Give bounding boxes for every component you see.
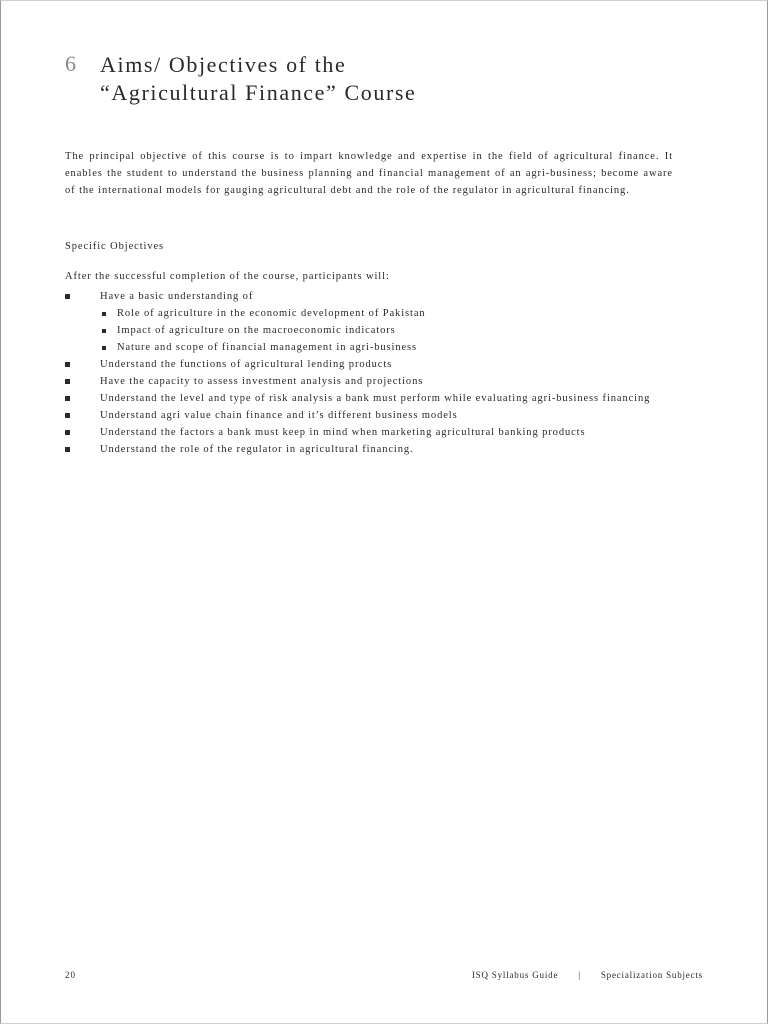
square-bullet-icon [65, 362, 70, 367]
footer-guide-title: ISQ Syllabus Guide [471, 970, 559, 980]
square-bullet-icon [65, 396, 70, 401]
objective-text: Understand the role of the regulator in agricultural financing. [100, 444, 414, 455]
square-bullet-icon [65, 379, 70, 384]
objective-item [65, 390, 673, 407]
objective-item [65, 288, 673, 356]
objective-text: Understand the functions of agricultural lending products [100, 359, 393, 370]
sub-objective-item [100, 305, 673, 322]
square-bullet-icon [65, 413, 70, 418]
square-bullet-icon [65, 447, 70, 452]
small-square-bullet-icon [102, 346, 106, 350]
section-title-line-1: Aims/ Objectives of the [100, 52, 347, 77]
section-title [100, 51, 416, 107]
sub-objective-text: Impact of agriculture on the macroeconomic indicators [117, 325, 396, 336]
objective-text: Have the capacity to assess investment analysis and projections [100, 376, 424, 387]
square-bullet-icon [65, 294, 70, 299]
sub-objective-item [100, 322, 673, 339]
objective-text: Understand the level and type of risk analysis a bank must perform while evaluating agri-business financing [100, 393, 651, 404]
running-footer [472, 970, 703, 980]
sub-objective-text: Role of agriculture in the economic development of Pakistan [117, 308, 426, 319]
intro-paragraph: The principal objective of this course is to impart knowledge and expertise in the field of agricultural finance. It enables the student to understand the business planning and financial management of an agri-business; become aware of the international models for gauging agricultural debt and the role of the regulator in agricultural financing. [65, 151, 673, 196]
objective-text: Understand the factors a bank must keep in mind when marketing agricultural banking products [100, 427, 586, 438]
footer-separator: | [578, 970, 581, 980]
small-square-bullet-icon [102, 312, 106, 316]
objectives-list [65, 288, 673, 458]
section-number: 6 [65, 51, 77, 76]
objective-item [65, 373, 673, 390]
sub-objective-text: Nature and scope of financial management in agri-business [117, 342, 418, 353]
objective-sub-list [100, 305, 673, 356]
objective-item [65, 424, 673, 441]
objective-item [65, 407, 673, 424]
section-title-line-2: “Agricultural Finance” Course [100, 80, 417, 105]
small-square-bullet-icon [102, 329, 106, 333]
square-bullet-icon [65, 430, 70, 435]
specific-objectives-heading: Specific Objectives [65, 241, 165, 252]
lead-in-text: After the successful completion of the course, participants will: [65, 271, 390, 282]
objective-item [65, 441, 673, 458]
objective-text: Have a basic understanding of [100, 291, 254, 302]
objective-item [65, 356, 673, 373]
sub-objective-item [100, 339, 673, 356]
footer-section-title: Specialization Subjects [600, 970, 703, 980]
objective-text: Understand agri value chain finance and it’s different business models [100, 410, 458, 421]
page-number: 20 [65, 970, 76, 980]
